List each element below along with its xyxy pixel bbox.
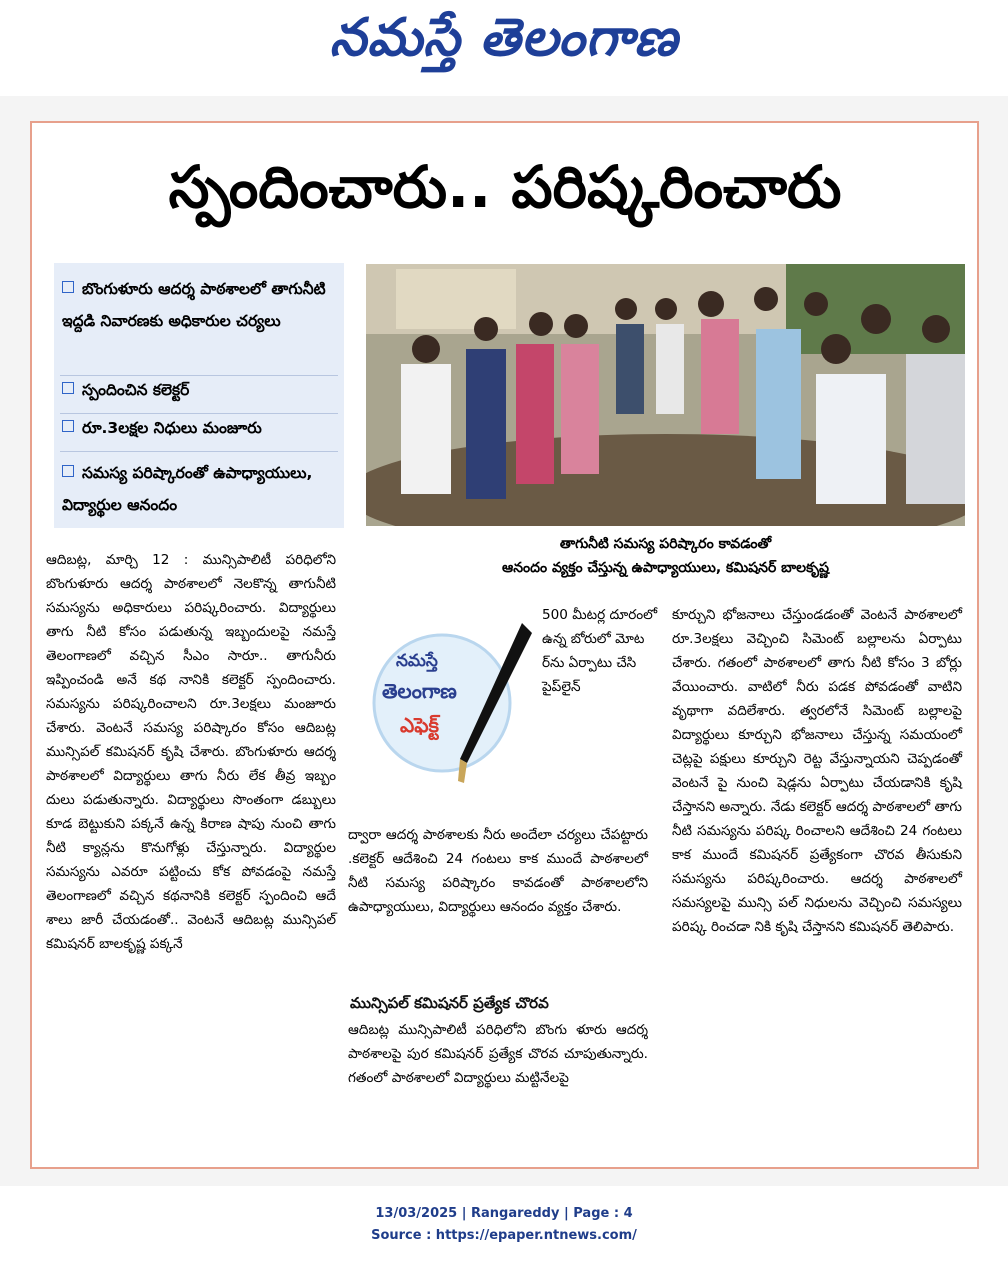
highlight-item: బొంగుళూరు ఆదర్శ పాఠశాలలో తాగునీటి ఇద్దడి నివారణకు అధికారుల చర్యలు [62,280,326,330]
news-photo [366,264,965,526]
effect-logo-word: నమస్తే [396,651,438,671]
effect-logo [372,613,532,813]
bullet-square-icon [62,420,74,432]
bullet-square-icon [62,382,74,394]
footer-date-edition: 13/03/2025 | Rangareddy | Page : 4 [375,1206,633,1221]
article-column-3: కూర్చుని భోజనాలు చేస్తుండడంతో వెంటనే పాఠశాలలో రూ.3లక్షలు వెచ్చించి సిమెంట్ బల్లాలను ఏర్పాటు చేశారు. గతంలో పాఠశాలలో తాగు నీటి కోసం 3 బోర్లు వేయించారు. వాటిలో నీరు పడక పోవడంతో వాటిని వృథాగా వదిలేశారు. త్వరలోనే సిమెంట్ బల్లాలపై విద్యార్థులు కూర్చుని భోజనాలు చేస్తున్న సమయంలో చెట్లపై పక్షులు కూర్చుని రెట్ట వేస్తున్నాయని చెప్పడంతో వెంటనే పై నుంచి షెడ్లను ఏర్పాటు చేయడానికి కృషి చేస్తానని అన్నారు. నేడు కలెక్టర్ ఆదర్శ పాఠశాలలో తాగు నీటి సమస్యను పరిష్క రించాలని ఆదేశించి 24 గంటలు కాక ముందే కమిషనర్ ప్రత్యేకంగా చొరవ తీసుకుని సమస్యను పరిష్కరించారు. ఆదర్శ పాఠశాలలో సమస్యలపై మున్సి పల్ నిధులను వెచ్చించి సమస్యలు పరిష్క రించడా నికి కృషి చేస్తానని కమిషనర్ తెలిపారు. [672,607,962,935]
highlight-item: స్పందించిన కలెక్టర్ [62,381,189,403]
footer-source-link[interactable]: Source : https://epaper.ntnews.com/ [371,1228,637,1243]
headline: స్పందించారు.. పరిష్కరించారు [168,153,842,221]
photo-caption-line: ఆనందం వ్యక్తం చేస్తున్న ఉపాధ్యాయులు, కమిషనర్ బాలకృష్ణ [502,560,829,576]
divider [60,375,338,376]
effect-logo-word: ఎఫెక్ట్ [400,713,439,737]
article-column-2-bottom: ఆదిబట్ల మున్సిపాలిటీ పరిధిలోని బొంగు ళూరు ఆదర్శ పాఠశాలపై పుర కమిషనర్ ప్రత్యేక చొరవ చూపుతున్నారు. గతంలో పాఠశాలలో విద్యార్థులు మట్టినేలపై [348,1022,648,1086]
article-column-2: ద్వారా ఆదర్శ పాఠశాలకు నీరు అందేలా చర్యలు చేపట్టారు .కలెక్టర్ ఆదేశించి 24 గంటలు కాక ముందే పాఠశాలలో నీటి సమస్య పరిష్కారం కావడంతో పాఠశాలలోని ఉపాధ్యాయులు, విద్యార్థులు ఆనందం వ్యక్తం చేశారు. [348,827,648,915]
article-column-1: ఆదిబట్ల, మార్చి 12 : మున్సిపాలిటీ పరిధిలోని బొంగుళూరు ఆదర్శ పాఠశాలలో నెలకొన్న తాగునీటి సమస్యను అధికారులు పరిష్కరించారు. విద్యార్థులు తాగు నీటి కోసం పడుతున్న ఇబ్బందులపై నమస్తే తెలంగాణలో వచ్చిన సీఎం సారూ.. తాగునీరు ఇప్పించండి అనే కథ నానికి కలెక్టర్ స్పందించారు. సమస్యను పరిష్కరించాలని రూ.3లక్షలు మంజూరు చేశారు. వెంటనే సమస్య పరిష్కారం కోసం ఆదిబట్ల మున్సిపల్ కమిషనర్ కృషి చేశారు. బొంగుళూరు ఆదర్శ పాఠశాలలో విద్యార్థులు తాగు నీరు లేక తీవ్ర ఇబ్బం దులు పడుతున్నారు. విద్యార్థులు సొంతంగా డబ్బులు కూడ బెట్టుకుని పక్కనే ఉన్న కిరాణ షాపు నుంచి తాగు నీటి క్యాన్లను కొనుగోళ్లు చేస్తున్నారు. విద్యార్థుల సమస్యను ఎవరూ పట్టించు కోక పోవడంపై నమస్తే తెలంగాణలో వచ్చిన కథనానికి కలెక్టర్ స్పందించి ఆదే శాలు జారీ చేయడంతో.. వెంటనే ఆదిబట్ల మున్సిపల్ కమిషనర్ బాలకృష్ణ పక్కనే [46,552,336,952]
group-photo-image [366,264,965,526]
news-clipping [30,121,979,1169]
photo-caption-line: తాగునీటి సమస్య పరిష్కారం కావడంతో [559,536,772,552]
masthead-logo-text: నమస్తే తెలంగాణ [329,8,679,68]
bullet-square-icon [62,465,74,477]
divider [60,413,338,414]
highlight-item: సమస్య పరిష్కారంతో ఉపాధ్యాయులు, విద్యార్థుల ఆనందం [62,464,313,514]
sub-heading: మున్సిపల్ కమిషనర్ ప్రత్యేక చొరవ [350,994,549,1012]
bullet-square-icon [62,281,74,293]
highlight-item: రూ.3లక్షల నిధులు మంజూరు [62,419,262,441]
masthead [0,0,1008,90]
divider [60,451,338,452]
effect-logo-word: తెలంగాణ [382,679,457,703]
article-column-2-top: 500 మీటర్ల దూరంలో ఉన్న బోరులో మోట ర్‌ను ఏర్పాటు చేసి పైప్‌లైన్ [542,607,658,695]
fountain-pen-icon [372,613,532,813]
highlights-box [54,263,344,528]
